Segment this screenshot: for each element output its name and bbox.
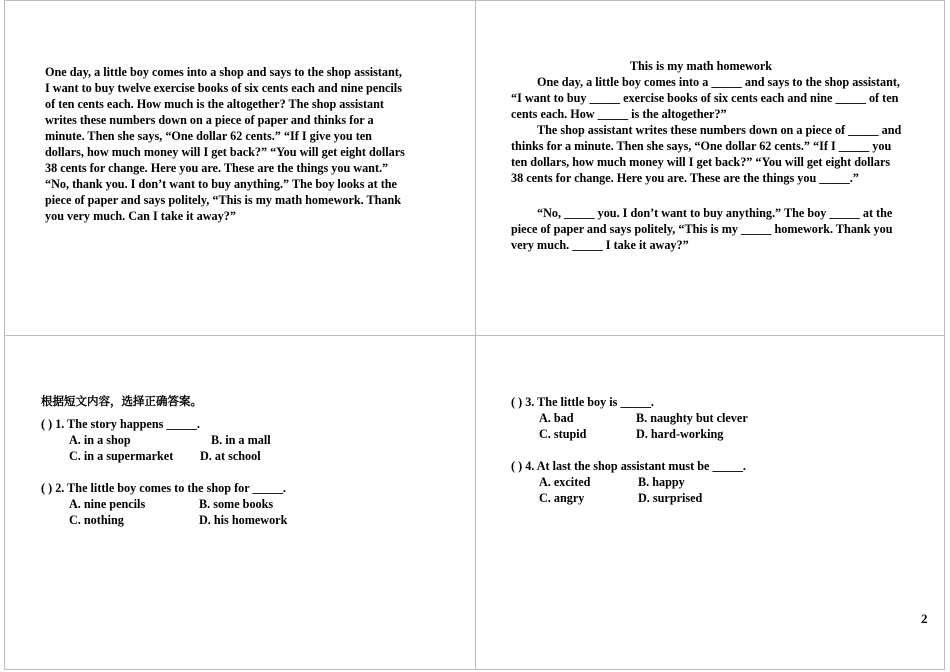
cloze-paragraph-3: “No, _____ you. I don’t want to buy anything.” The boy _____ at the piece of paper and says politely, “This is my _____ homework. Thank you very much. _____ I take it away?” <box>511 206 893 252</box>
question-2-stem: ( ) 2. The little boy comes to the shop for _____. <box>41 481 286 495</box>
question-4-option-d: D. surprised <box>638 491 703 505</box>
question-2-option-b: B. some books <box>199 497 274 511</box>
question-4 <box>511 458 746 506</box>
question-2 <box>41 480 287 528</box>
question-3-options-row-2 <box>511 426 748 442</box>
question-2-option-d: D. his homework <box>199 513 288 527</box>
question-3-stem: ( ) 3. The little boy is _____. <box>511 395 654 409</box>
question-3 <box>511 394 748 442</box>
question-2-option-c: C. nothing <box>69 513 124 527</box>
question-4-stem: ( ) 4. At last the shop assistant must be _____. <box>511 459 746 473</box>
question-1-option-a: A. in a shop <box>69 433 131 447</box>
question-3-option-b: B. naughty but clever <box>636 411 748 425</box>
question-3-options-row-1 <box>511 410 748 426</box>
cloze-title: This is my math homework <box>629 59 773 73</box>
cloze-paragraph-1: One day, a little boy comes into a _____ and says to the shop assistant, “I want to buy _____ exercise books of six cents each and nine _____ of ten cents each. How _____ is the altogether?” <box>511 75 900 121</box>
cloze-paragraph-2: The shop assistant writes these numbers down on a piece of _____ and thinks for a minute. Then she says, “One dollar 62 cents.” “If I _____ you ten dollars, how much money will I get back?” “You will get eight dollars 38 cents for change. Here you are. These are the things you _____.” <box>511 123 902 185</box>
page-number: 2 <box>921 611 928 626</box>
question-1-options-row-1 <box>41 432 271 448</box>
question-1-options-row-2 <box>41 448 271 464</box>
horizontal-divider <box>4 335 945 336</box>
question-4-options-row-1 <box>511 474 746 490</box>
question-4-option-a: A. excited <box>539 475 591 489</box>
question-3-option-c: C. stupid <box>539 427 587 441</box>
question-1-option-d: D. at school <box>200 449 261 463</box>
question-1-option-c: C. in a supermarket <box>69 449 174 463</box>
question-1 <box>41 416 271 464</box>
question-2-option-a: A. nine pencils <box>69 497 146 511</box>
question-2-options-row-2 <box>41 512 287 528</box>
question-2-options-row-1 <box>41 496 287 512</box>
question-4-option-c: C. angry <box>539 491 585 505</box>
question-3-option-d: D. hard-working <box>636 427 724 441</box>
story-paragraph: One day, a little boy comes into a shop and says to the shop assistant, I want to buy twelve exercise books of six cents each and nine pencils of ten cents each. How much is the altogether? The shop assistant writes these numbers down on a piece of paper and thinks for a minute. Then she says, “One dollar 62 cents.” “If I give you ten dollars, how much money will I get back?” “You will get eight dollars 38 cents for change. Here you are. These are the things you want.” “No, thank you. I don’t want to buy anything.” The boy looks at the piece of paper and says politely, “This is my math homework. Thank you very much. Can I take it away?” <box>45 65 405 223</box>
question-1-stem: ( ) 1. The story happens _____. <box>41 417 200 431</box>
question-4-option-b: B. happy <box>638 475 685 489</box>
instruction-text: 根据短文内容，选择正确答案。 <box>41 394 202 408</box>
question-4-options-row-2 <box>511 490 746 506</box>
question-3-option-a: A. bad <box>539 411 574 425</box>
question-1-option-b: B. in a mall <box>211 433 271 447</box>
